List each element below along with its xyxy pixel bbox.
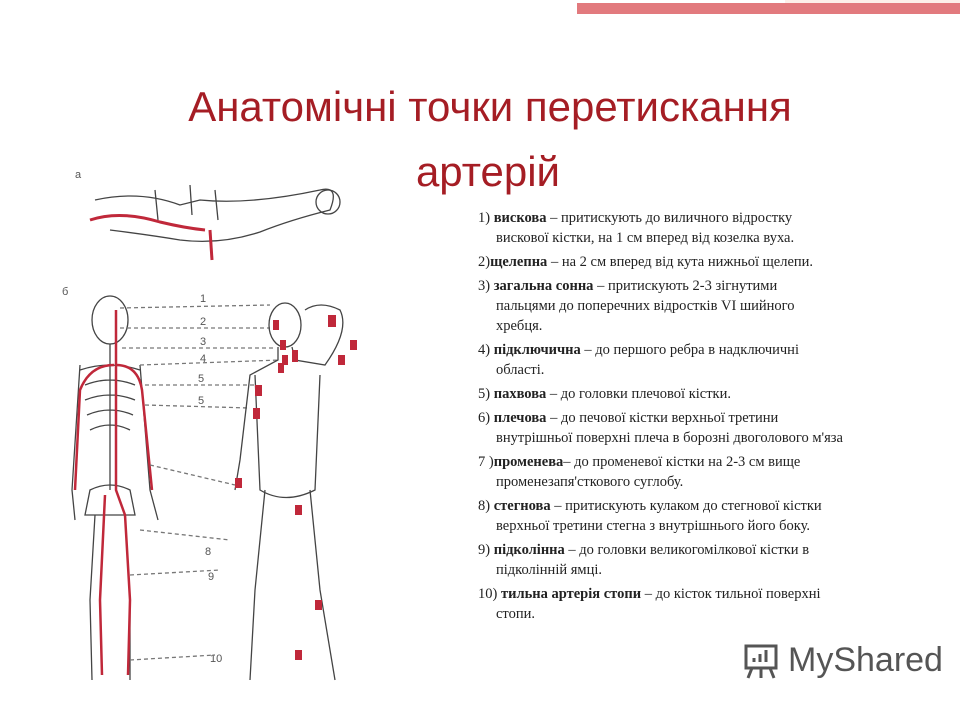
arm-drawing xyxy=(90,185,340,260)
list-item-line xyxy=(478,252,948,272)
artery-description-continued: підколінній ямці. xyxy=(496,562,602,578)
item-number: 8) xyxy=(478,498,494,514)
decorative-bar xyxy=(577,3,960,14)
list-item xyxy=(478,340,948,380)
list-item xyxy=(478,540,948,580)
figure-label-9: 9 xyxy=(208,571,215,583)
artery-name: підключична xyxy=(493,342,581,358)
item-number: 9) xyxy=(478,542,494,558)
artery-description: – притискують 2-3 зігнутими xyxy=(593,278,778,294)
figure-label-1: 1 xyxy=(200,293,207,305)
item-number: 6) xyxy=(478,410,494,426)
item-number: 1) xyxy=(478,210,494,226)
artery-name: вискова xyxy=(493,210,547,226)
myshared-watermark xyxy=(740,640,943,680)
artery-description-continued: області. xyxy=(496,362,545,378)
item-number: 5) xyxy=(478,386,494,402)
artery-name: плечова xyxy=(493,410,547,426)
artery-name: пахвова xyxy=(493,386,547,402)
pressure-point-markers xyxy=(235,315,357,660)
figure-label-6: 5 xyxy=(198,395,205,407)
list-item xyxy=(478,408,948,448)
list-item xyxy=(478,584,948,624)
artery-description: – до кісток тильної поверхні xyxy=(641,586,821,602)
presentation-board-icon xyxy=(740,640,780,680)
artery-description: – до головки плечової кістки. xyxy=(546,386,731,402)
item-number: 2) xyxy=(478,254,491,270)
artery-name: загальна сонна xyxy=(493,278,594,294)
list-item-line xyxy=(478,452,948,472)
item-number: 4) xyxy=(478,342,494,358)
list-item-line xyxy=(478,384,948,404)
list-item-line xyxy=(478,340,948,360)
artery-description-continued: внутрішньої поверхні плеча в борозні двоголового м'яза xyxy=(496,430,843,446)
list-item-line xyxy=(478,276,948,296)
figure-label-4: 4 xyxy=(200,353,207,365)
slide-title-line1: Анатомічні точки перетискання xyxy=(188,83,792,130)
artery-name: стегнова xyxy=(493,498,551,514)
list-item xyxy=(478,496,948,536)
figure-label-3: 3 xyxy=(200,336,207,348)
list-item-line xyxy=(478,584,948,604)
artery-name: променева xyxy=(493,454,564,470)
list-item xyxy=(478,452,948,492)
skeleton-drawing xyxy=(72,296,158,680)
item-number: 10) xyxy=(478,586,501,602)
artery-description: – притискують до виличного відростку xyxy=(546,210,793,226)
item-number: 3) xyxy=(478,278,494,294)
human-figure-drawing xyxy=(235,303,357,680)
artery-description: – до головки великогомілкової кістки в xyxy=(564,542,810,558)
figure-label-a: а xyxy=(75,169,82,181)
artery-description-continued: стопи. xyxy=(496,606,535,622)
figure-label-5: 5 xyxy=(198,373,205,385)
figure-label-10: 10 xyxy=(210,653,223,665)
anatomy-illustration xyxy=(50,160,470,700)
figure-label-b: б xyxy=(62,286,69,298)
artery-description-continued: пальцями до поперечних відростків VI шийного xyxy=(496,298,795,314)
list-item xyxy=(478,276,948,336)
artery-description: – до променевої кістки на 2-3 см вище xyxy=(563,454,801,470)
artery-name: підколінна xyxy=(493,542,565,558)
artery-name: тильна артерія стопи xyxy=(500,586,642,602)
watermark-text: MyShared xyxy=(788,640,943,679)
artery-description-continued: променезапя'сткового суглобу. xyxy=(496,474,684,490)
figure-label-2: 2 xyxy=(200,316,207,328)
artery-description: – на 2 см вперед від кута нижньої щелепи. xyxy=(547,254,814,270)
artery-description: – до печової кістки верхньої третини xyxy=(546,410,779,426)
artery-description: – притискують кулаком до стегнової кістки xyxy=(550,498,822,514)
list-item xyxy=(478,384,948,404)
list-item-line xyxy=(478,408,948,428)
list-item xyxy=(478,208,948,248)
item-number: 7 ) xyxy=(478,454,494,470)
artery-description-continued: верхньої третини стегна з внутрішнього його боку. xyxy=(496,518,811,534)
artery-name: щелепна xyxy=(490,254,548,270)
list-item-line xyxy=(478,540,948,560)
list-item-line xyxy=(478,496,948,516)
slide-title-line2: артерій xyxy=(415,148,561,195)
artery-description-continued: хребця. xyxy=(496,318,543,334)
artery-description-continued: вискової кістки, на 1 см вперед від козелка вуха. xyxy=(496,230,795,246)
list-item-line xyxy=(478,208,948,228)
figure-label-8: 8 xyxy=(205,546,212,558)
artery-description: – до першого ребра в надключичні xyxy=(580,342,799,358)
list-item xyxy=(478,252,948,272)
arteries-list xyxy=(478,208,948,628)
